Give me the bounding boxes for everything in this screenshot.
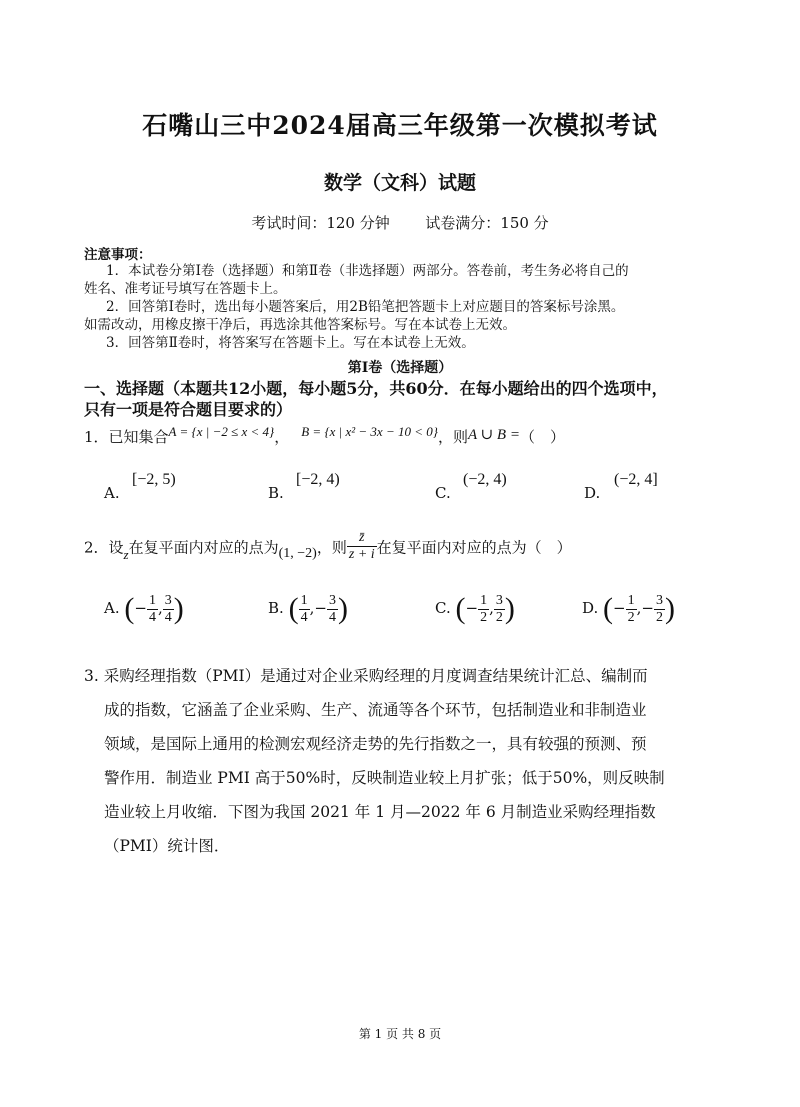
q1-option-a-value[interactable]: [−2, 5) [132,471,176,488]
left-paren-icon: ( [603,592,614,625]
note-line-2a: 2．回答第Ⅰ卷时，选出每小题答案后，用2B铅笔把答题卡上对应题目的答案标号涂黑。 [106,299,625,315]
q2-a-frac2 [163,593,174,626]
q2-mid: 在复平面内对应的点为 [128,538,279,557]
section-instruction-a: 一、选择题（本题共12小题，每小题5分，共60分．在每小题给出的四个选项中， [84,379,668,398]
right-paren-icon: ) [337,592,348,625]
q2-a-sign1: − [134,599,147,617]
q1-option-d-value[interactable]: (−2, 4] [614,471,658,488]
q2-c-n1: 1 [480,592,488,608]
q2-option-b-label: B. [268,599,284,617]
q2-b-frac2 [327,593,338,626]
q2-b-d2: 4 [328,609,336,625]
right-paren-icon: ) [173,592,184,625]
q2-d-n2: 3 [655,592,663,608]
q2-frac-num: z̄ [347,530,377,547]
q2-then: ，则 [316,538,347,557]
q2-a-d2: 4 [164,609,172,625]
note-line-1a: 1．本试卷分第Ⅰ卷（选择题）和第Ⅱ卷（非选择题）两部分。答卷前，考生务必将自己的 [106,263,629,279]
q1-option-b-value[interactable]: [−2, 4) [296,471,340,488]
q1-comma: ， [274,428,290,446]
q2-c-frac1 [478,593,489,626]
q2-prefix: 2．设 [84,538,124,557]
q2-option-d[interactable]: D. (− $\frac{1}{2}$ ,− $\frac{3}{2}$ ) [582,592,675,625]
q1-prefix: 1．已知集合 [84,428,169,446]
right-paren-icon: ) [504,592,515,625]
section-title: 第Ⅰ卷（选择题） [347,360,453,376]
q2-c-d2: 2 [495,609,503,625]
q2-var: z [123,546,129,562]
q2-c-n2: 3 [495,592,503,608]
exam-title: 石嘴山三中2024届高三年级第一次模拟考试 [142,111,658,140]
q2-b-d1: 4 [300,609,308,625]
page-footer: 第 1 页 共 8 页 [358,1027,442,1041]
q2-c-frac2 [494,593,505,626]
left-paren-icon: ( [124,592,135,625]
section-instruction-b: 只有一项是符合题目要求的） [84,400,293,419]
left-paren-icon: ( [288,592,299,625]
exam-meta [0,212,800,233]
q1-option-c-label[interactable]: C. [435,484,451,502]
question-2 [84,532,572,565]
q2-a-n2: 3 [164,592,172,608]
notes-heading: 注意事项： [84,247,152,263]
note-line-3: 3．回答第Ⅱ卷时，将答案写在答题卡上。写在本试卷上无效。 [106,335,475,351]
full-score: 试卷满分：150 分 [425,214,549,232]
q2-d-d2: 2 [655,609,663,625]
q2-option-d-label: D. [582,599,599,617]
q3-line-1: 3. 采购经理指数（PMI）是通过对企业采购经理的月度调查结果统计汇总、编制而 [84,667,648,685]
q1-option-d-label[interactable]: D. [584,484,601,502]
q2-b-frac1 [299,593,310,626]
q2-option-a-label: A. [104,599,120,617]
q2-d-frac2 [654,593,665,626]
q2-a-n1: 1 [148,592,156,608]
exam-time: 考试时间：120 分钟 [251,214,390,232]
q3-line-2: 成的指数，它涵盖了企业采购、生产、流通等各个环节，包括制造业和非制造业 [104,701,647,719]
q2-b-sign2: − [314,599,327,617]
q2-option-c[interactable]: C. (− $\frac{1}{2}$ , $\frac{3}{2}$ ) [435,592,515,625]
q2-suffix: 在复平面内对应的点为（ ） [376,538,572,557]
q2-a-d1: 4 [148,609,156,625]
q3-line-5: 造业较上月收缩．下图为我国 2021 年 1 月—2022 年 6 月制造业采购经理指数 [104,803,656,821]
q2-b-n1: 1 [300,592,308,608]
question-1 [84,426,565,447]
q1-then: ，则 [437,428,468,446]
note-line-1b: 姓名、准考证号填写在答题卡上。 [84,281,287,297]
q2-d-n1: 1 [627,592,635,608]
q1-option-b-label[interactable]: B. [268,484,284,502]
q1-option-c-value[interactable]: (−2, 4) [463,471,507,488]
q2-fraction [347,530,377,563]
q1-set-b: B = {x | x² − 3x − 10 < 0} [301,424,438,439]
q3-line-3: 领域，是国际上通用的检测宏观经济走势的先行指数之一，具有较强的预测、预 [104,735,647,753]
q2-option-b[interactable]: B. ( $\frac{1}{4}$ ,− $\frac{3}{4}$ ) [268,592,348,625]
right-paren-icon: ) [664,592,675,625]
q2-b-n2: 3 [328,592,336,608]
q3-line-4: 警作用．制造业 PMI 高于50%时，反映制造业较上月扩张；低于50%，则反映制 [104,769,665,787]
q1-blank: （ ） [519,428,565,446]
q2-d-sign2: − [641,599,654,617]
q1-expr: A ∪ B = [467,427,520,443]
exam-subtitle: 数学（文科）试题 [323,172,476,194]
q2-point: (1, −2) [278,545,317,561]
q2-c-sign1: − [465,599,479,617]
q2-option-a[interactable]: A. (− $\frac{1}{4}$ , $\frac{3}{4}$ ) [104,592,184,625]
q2-a-frac1 [147,593,158,626]
q2-option-c-label: C. [435,599,451,617]
left-paren-icon: ( [455,592,466,625]
note-line-2b: 如需改动，用橡皮擦干净后，再选涂其他答案标号。写在本试卷上无效。 [84,317,516,333]
q1-set-a: A = {x | −2 ≤ x < 4} [168,424,275,439]
q2-c-d1: 2 [480,609,488,625]
q2-frac-den: z + i [348,547,375,562]
q3-line-6: （PMI）统计图． [104,837,230,855]
q1-option-a-label[interactable]: A. [104,484,120,502]
q2-d-sign1: − [613,599,626,617]
q2-d-frac1 [626,593,637,626]
q2-d-d1: 2 [627,609,635,625]
